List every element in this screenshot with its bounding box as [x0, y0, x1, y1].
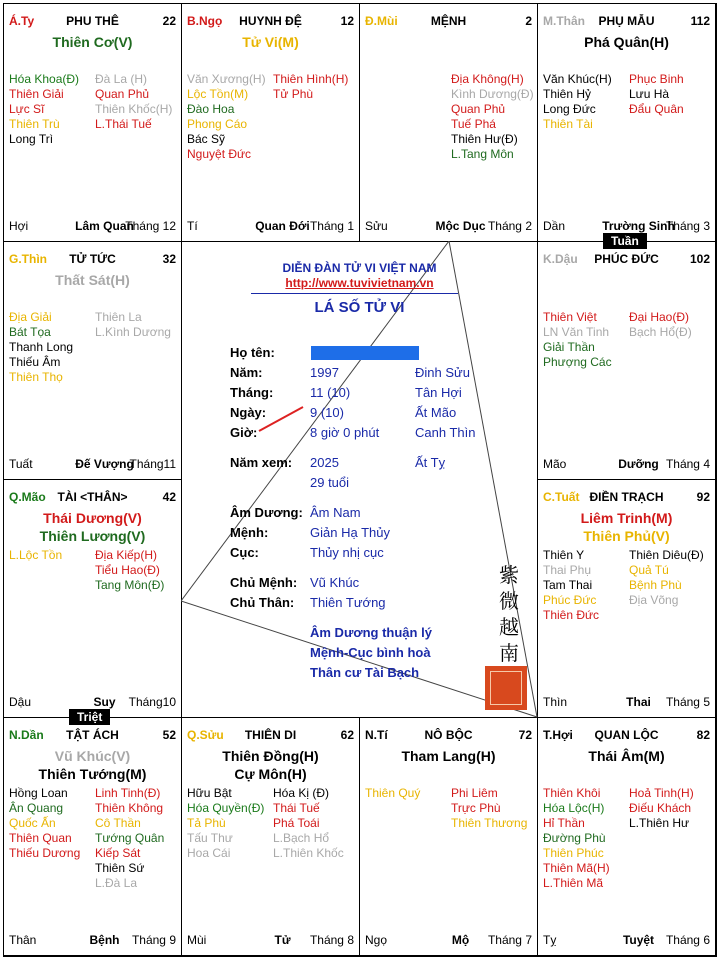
star-item: Thiếu Dương: [9, 846, 81, 860]
star-item: Bác Sỹ: [187, 132, 226, 146]
palace-mui: [359, 3, 538, 242]
main-star: Thiên Đồng(H): [222, 748, 319, 764]
palace-footer: [187, 933, 354, 947]
star-item: Thiên Trù: [9, 117, 60, 131]
star-item: Tuế Phá: [451, 117, 496, 131]
star-item: Thiên Đức: [543, 608, 600, 622]
star-item: Thiên Hỷ: [543, 87, 592, 101]
namxem-value: 2025: [310, 455, 339, 470]
palace-footer: [543, 457, 710, 471]
star-item: Thiên Quan: [9, 831, 72, 845]
palace-number: 22: [162, 14, 176, 28]
stars-left: [9, 548, 62, 563]
stars-right: [451, 72, 534, 162]
palace-branch: Tí: [187, 219, 198, 233]
palace-stage: Quan Đới: [255, 219, 310, 233]
star-item: Trực Phù: [451, 801, 501, 815]
palace-ty: [3, 3, 182, 242]
palace-can-chi: Đ.Mùi: [365, 14, 398, 28]
palace-month: Tháng 3: [665, 219, 710, 233]
stars-left: [365, 786, 420, 801]
palace-header: [9, 252, 176, 268]
stars-right: [629, 548, 704, 608]
palace-name: NÔ BỘC: [424, 728, 473, 742]
star-item: Nguyệt Đức: [187, 147, 252, 161]
palace-name: TẬT ÁCH: [66, 728, 119, 742]
star-item: Thiên Quý: [365, 786, 421, 800]
palace-name: TÀI <THÂN>: [57, 490, 128, 504]
palace-tuat: [537, 479, 716, 718]
star-item: Địa Không(H): [451, 72, 524, 86]
palace-can-chi: Q.Mão: [9, 490, 46, 504]
palace-footer: [9, 933, 176, 947]
main-star: Liêm Trinh(M): [580, 510, 673, 526]
star-item: L.Thiên Hư: [629, 816, 690, 830]
menh-label: Mệnh:: [230, 525, 269, 540]
palace-can-chi: N.Dần: [9, 728, 44, 742]
ngay-value: 9 (10): [310, 405, 344, 420]
palace-month: Tháng 5: [665, 695, 710, 709]
star-item: Thái Tuế: [273, 801, 320, 815]
star-item: Hóa Khoa(Đ): [9, 72, 80, 86]
palace-header: [9, 728, 176, 744]
star-item: L.Thái Tuế: [95, 117, 152, 131]
star-item: Ân Quang: [9, 801, 64, 815]
namxem-canchi: Ất Tỵ: [415, 455, 446, 470]
star-item: Phục Binh: [629, 72, 684, 86]
star-item: Địa Giải: [9, 310, 52, 324]
palace-suu: [181, 717, 360, 956]
palace-stage: Tử: [274, 933, 291, 947]
star-item: Thiên Hình(H): [273, 72, 349, 86]
star-item: Long Đức: [543, 102, 596, 116]
palace-footer: [9, 695, 176, 709]
palace-ngo: [181, 3, 360, 242]
palace-stage: Suy: [93, 695, 116, 709]
main-star: Vũ Khúc(V): [54, 748, 131, 764]
stars-left: [9, 72, 79, 147]
star-item: Phúc Đức: [543, 593, 597, 607]
palace-footer: [9, 457, 176, 471]
palace-name: QUAN LỘC: [594, 728, 659, 742]
center-panel: [181, 241, 538, 718]
stars-left: [187, 72, 266, 162]
palace-branch: Thân: [9, 933, 37, 947]
tuan-tag: Tuần: [603, 233, 647, 249]
star-item: Thiên Phúc: [543, 846, 604, 860]
palace-stage: Bệnh: [89, 933, 120, 947]
star-item: Thiên Không: [95, 801, 164, 815]
stars-right: [451, 786, 527, 831]
palace-month: Tháng 12: [125, 219, 176, 233]
palace-stage: Lâm Quan: [75, 219, 134, 233]
star-item: Lực Sĩ: [9, 102, 45, 116]
star-item: Tử Phù: [273, 87, 314, 101]
star-item: Phượng Các: [543, 355, 612, 369]
palace-month: Tháng 7: [487, 933, 532, 947]
stars-left: [9, 786, 80, 861]
star-item: Thanh Long: [9, 340, 74, 354]
palace-branch: Dậu: [9, 695, 32, 709]
star-item: Địa Võng: [629, 593, 679, 607]
palace-branch: Tỵ: [543, 933, 557, 947]
star-item: Phá Toái: [273, 816, 320, 830]
star-item: Hữu Bật: [187, 786, 232, 800]
stars-right: [629, 310, 692, 340]
palace-header: [543, 728, 710, 744]
main-star: Phá Quân(H): [584, 34, 669, 50]
star-item: L.Lộc Tồn: [9, 548, 63, 562]
star-item: Thiên Thọ: [9, 370, 63, 384]
star-item: Thiên Mã(H): [543, 861, 610, 875]
palace-footer: [365, 933, 532, 947]
palace-ti: [359, 717, 538, 956]
star-item: Hồng Loan: [9, 786, 68, 800]
palace-dan: [3, 717, 182, 956]
nam-canchi: Đinh Sửu: [415, 365, 470, 380]
palace-month: Tháng10: [128, 695, 176, 709]
kanji-column: [497, 562, 521, 666]
palace-stage: Trường Sinh: [602, 219, 675, 233]
star-item: Tả Phù: [187, 816, 226, 830]
amduong-value: Âm Nam: [310, 505, 361, 520]
palace-stage: Dưỡng: [618, 457, 659, 471]
star-item: Tiểu Hao(Đ): [95, 563, 160, 577]
site-title: DIỄN ĐÀN TỬ VI VIỆT NAM: [282, 261, 437, 275]
palace-branch: Mão: [543, 457, 567, 471]
star-item: Hoả Tinh(H): [629, 786, 694, 800]
stars-left: [543, 548, 599, 623]
star-item: Đẩu Quân: [629, 102, 684, 116]
stars-left: [9, 310, 73, 385]
main-star: Thiên Tướng(M): [38, 766, 147, 782]
star-item: Thiên Việt: [543, 310, 597, 324]
palace-can-chi: N.Tí: [365, 728, 388, 742]
star-item: Phong Cáo: [187, 117, 248, 131]
palace-number: 62: [340, 728, 354, 742]
palace-header: [543, 252, 710, 268]
palace-number: 52: [162, 728, 176, 742]
chumenh-label: Chủ Mệnh:: [230, 575, 298, 590]
star-item: Tướng Quân: [95, 831, 165, 845]
thang-value: 11 (10): [310, 385, 351, 400]
star-item: LN Văn Tinh: [543, 325, 610, 339]
palace-number: 42: [162, 490, 176, 504]
palace-branch: Tuất: [9, 457, 33, 471]
star-item: Bạch Hổ(Đ): [629, 325, 692, 339]
title-divider: [251, 293, 458, 294]
red-seal-stamp: [485, 666, 527, 710]
palace-branch: Mùi: [187, 933, 207, 947]
palace-footer: [543, 695, 710, 709]
star-item: Văn Xương(H): [187, 72, 266, 86]
palace-can-chi: B.Ngọ: [187, 14, 223, 28]
palace-number: 82: [696, 728, 710, 742]
palace-branch: Ngọ: [365, 933, 388, 947]
palace-header: [187, 14, 354, 30]
star-item: Hóa Quyền(Đ): [187, 801, 265, 815]
star-item: Thiếu Âm: [9, 355, 61, 369]
star-item: Cô Thần: [95, 816, 141, 830]
kanji-char: 微: [499, 589, 519, 613]
star-item: Địa Kiếp(H): [95, 548, 158, 562]
chuthan-value: Thiên Tướng: [310, 595, 386, 610]
namxem-label: Năm xem:: [230, 455, 293, 470]
palace-stage: Tuyệt: [622, 933, 655, 947]
star-item: L.Thiên Khốc: [273, 846, 344, 860]
palace-header: [9, 14, 176, 30]
stars-right: [95, 548, 164, 593]
palace-stage: Thai: [626, 695, 651, 709]
palace-month: Tháng 4: [665, 457, 710, 471]
star-item: Hóa Lộc(H): [543, 801, 605, 815]
star-item: Hóa Kị (Đ): [273, 786, 330, 800]
star-item: Bệnh Phù: [629, 578, 682, 592]
cuc-value: Thủy nhị cục: [310, 545, 384, 560]
star-item: Bát Tọa: [9, 325, 51, 339]
palace-number: 72: [518, 728, 532, 742]
thang-canchi: Tân Hợi: [415, 385, 462, 400]
palace-hoi: [537, 717, 716, 956]
kanji-char: 南: [499, 641, 519, 665]
palace-name: THIÊN DI: [244, 728, 297, 742]
menh-value: Giản Hạ Thủy: [310, 525, 390, 540]
palace-name: PHU THÊ: [66, 14, 119, 28]
stars-right: [273, 786, 344, 861]
star-item: Văn Khúc(H): [543, 72, 612, 86]
star-item: Kình Dương(Đ): [451, 87, 534, 101]
stars-right: [273, 72, 348, 102]
palace-footer: [9, 219, 176, 233]
star-item: Thiên Khốc(H): [95, 102, 173, 116]
star-item: Thiên Thương: [451, 816, 528, 830]
palace-name: TỬ TỨC: [69, 252, 116, 266]
star-item: Đại Hao(Đ): [629, 310, 690, 324]
palace-header: [187, 728, 354, 744]
palace-mao: [3, 479, 182, 718]
stars-right: [95, 310, 171, 340]
palace-number: 12: [340, 14, 354, 28]
tuoi-value: 29 tuổi: [310, 475, 350, 490]
star-item: Thiên Giải: [9, 87, 64, 101]
stars-right: [95, 72, 172, 132]
palace-number: 32: [162, 252, 176, 266]
star-item: Quan Phủ: [95, 87, 150, 101]
palace-name: HUYNH ĐỆ: [239, 14, 302, 28]
star-item: Tấu Thư: [187, 831, 233, 845]
note-2: Mệnh-Cục bình hoà: [310, 645, 431, 660]
palace-stage: Mộc Dục: [435, 219, 486, 233]
main-star: Thiên Phủ(V): [583, 528, 670, 544]
star-item: Quốc Ấn: [9, 816, 56, 830]
palace-name: PHÚC ĐỨC: [594, 252, 659, 266]
name-redaction: [311, 346, 419, 360]
ngay-label: Ngày:: [230, 405, 267, 420]
palace-header: [543, 490, 710, 506]
palace-name: ĐIỀN TRẠCH: [589, 490, 664, 504]
star-item: Thiên Y: [543, 548, 585, 562]
palace-number: 112: [690, 14, 710, 28]
star-item: Giải Thần: [543, 340, 595, 354]
main-star: Thiên Lương(V): [39, 528, 146, 544]
palace-can-chi: T.Hợi: [543, 728, 573, 742]
palace-number: 102: [689, 252, 710, 266]
star-item: Phi Liêm: [451, 786, 498, 800]
stars-left: [543, 310, 612, 370]
main-star: Thái Dương(V): [43, 510, 142, 526]
palace-month: Tháng11: [129, 457, 176, 471]
note-3: Thân cư Tài Bạch: [310, 665, 420, 680]
star-item: Đà La (H): [95, 72, 148, 86]
star-item: Quan Phủ: [451, 102, 506, 116]
palace-branch: Thìn: [543, 695, 568, 709]
star-item: L.Kình Dương: [95, 325, 171, 339]
palace-dau: [537, 241, 716, 480]
palace-thin: [3, 241, 182, 480]
star-item: L.Bạch Hổ: [273, 831, 330, 845]
ho-ten-label: Họ tên:: [230, 345, 275, 360]
main-star: Cự Môn(H): [234, 766, 307, 782]
main-star: Thất Sát(H): [55, 272, 130, 288]
palace-month: Tháng 2: [487, 219, 532, 233]
palace-header: [543, 14, 710, 30]
star-item: Kiếp Sát: [95, 846, 141, 860]
star-item: Thiên Khôi: [543, 786, 601, 800]
star-item: Lộc Tồn(M): [187, 87, 249, 101]
star-item: Hoa Cái: [187, 846, 231, 860]
star-item: Linh Tinh(Đ): [95, 786, 161, 800]
star-item: Lưu Hà: [629, 87, 670, 101]
main-star: Thiên Cơ(V): [52, 34, 133, 50]
palace-header: [365, 14, 532, 30]
star-item: Thai Phụ: [543, 563, 592, 577]
palace-branch: Hợi: [9, 219, 29, 233]
star-item: Thiên Tài: [543, 117, 593, 131]
kanji-char: 紫: [499, 563, 519, 587]
cuc-label: Cục:: [230, 545, 259, 560]
palace-stage: Đế Vượng: [75, 457, 134, 471]
palace-than: [537, 3, 716, 242]
palace-header: [9, 490, 176, 506]
star-item: Long Trì: [9, 132, 54, 146]
amduong-label: Âm Dương:: [230, 505, 303, 520]
star-item: Đường Phù: [543, 831, 606, 845]
palace-branch: Sửu: [365, 219, 388, 233]
star-item: L.Thiên Mã: [543, 876, 604, 890]
star-item: Hỉ Thần: [543, 816, 585, 830]
chumenh-value: Vũ Khúc: [310, 575, 360, 590]
ngay-canchi: Ất Mão: [415, 405, 457, 420]
palace-can-chi: C.Tuất: [543, 490, 580, 504]
triet-tag: Triệt: [69, 709, 110, 725]
palace-name: PHỤ MẪU: [598, 14, 655, 28]
palace-name: MỆNH: [430, 14, 467, 28]
star-item: Thiên Sứ: [95, 861, 145, 875]
palace-stage: Mộ: [451, 933, 470, 947]
gio-label: Giờ:: [230, 425, 258, 440]
palace-month: Tháng 9: [131, 933, 176, 947]
star-item: Thiên Hư(Đ): [451, 132, 518, 146]
main-star: Tử Vi(M): [242, 34, 299, 50]
star-item: Tang Môn(Đ): [95, 578, 165, 592]
palace-can-chi: Q.Sửu: [187, 728, 224, 742]
stars-right: [95, 786, 164, 891]
stars-left: [543, 786, 610, 891]
gio-value: 8 giờ 0 phút: [310, 425, 380, 440]
thang-label: Tháng:: [230, 385, 274, 400]
palace-footer: [543, 219, 710, 233]
nam-value: 1997: [310, 365, 339, 380]
kanji-char: 越: [499, 615, 519, 639]
palace-month: Tháng 6: [665, 933, 710, 947]
palace-footer: [187, 219, 354, 233]
main-star: Tham Lang(H): [401, 748, 496, 764]
star-item: L.Tang Môn: [451, 147, 514, 161]
star-item: Quả Tú: [629, 563, 669, 577]
note-1: Âm Dương thuận lý: [310, 625, 432, 640]
gio-canchi: Canh Thìn: [415, 425, 476, 440]
star-item: L.Đà La: [95, 876, 138, 890]
palace-number: 2: [525, 14, 532, 28]
chart-title: LÁ SỐ TỬ VI: [314, 299, 405, 316]
palace-month: Tháng 8: [309, 933, 354, 947]
palace-footer: [543, 933, 710, 947]
chuthan-label: Chủ Thân:: [230, 595, 295, 610]
star-item: Điếu Khách: [629, 801, 692, 815]
star-item: Thiên La: [95, 310, 142, 324]
stars-left: [543, 72, 612, 132]
stars-right: [629, 786, 694, 831]
stars-right: [629, 72, 684, 117]
palace-can-chi: K.Dậu: [543, 252, 578, 266]
palace-number: 92: [696, 490, 710, 504]
palace-footer: [365, 219, 532, 233]
palace-can-chi: Á.Ty: [9, 14, 35, 28]
site-url[interactable]: http://www.tuvivietnam.vn: [285, 276, 434, 290]
main-star: Thái Âm(M): [588, 748, 665, 764]
star-item: Đào Hoa: [187, 102, 235, 116]
palace-can-chi: G.Thìn: [9, 252, 47, 266]
palace-can-chi: M.Thân: [543, 14, 585, 28]
palace-month: Tháng 1: [309, 219, 354, 233]
nam-label: Năm:: [230, 365, 263, 380]
palace-header: [365, 728, 532, 744]
star-item: Thiên Diêu(Đ): [629, 548, 704, 562]
star-item: Tam Thai: [543, 578, 593, 592]
palace-branch: Dần: [543, 219, 566, 233]
stars-left: [187, 786, 264, 861]
